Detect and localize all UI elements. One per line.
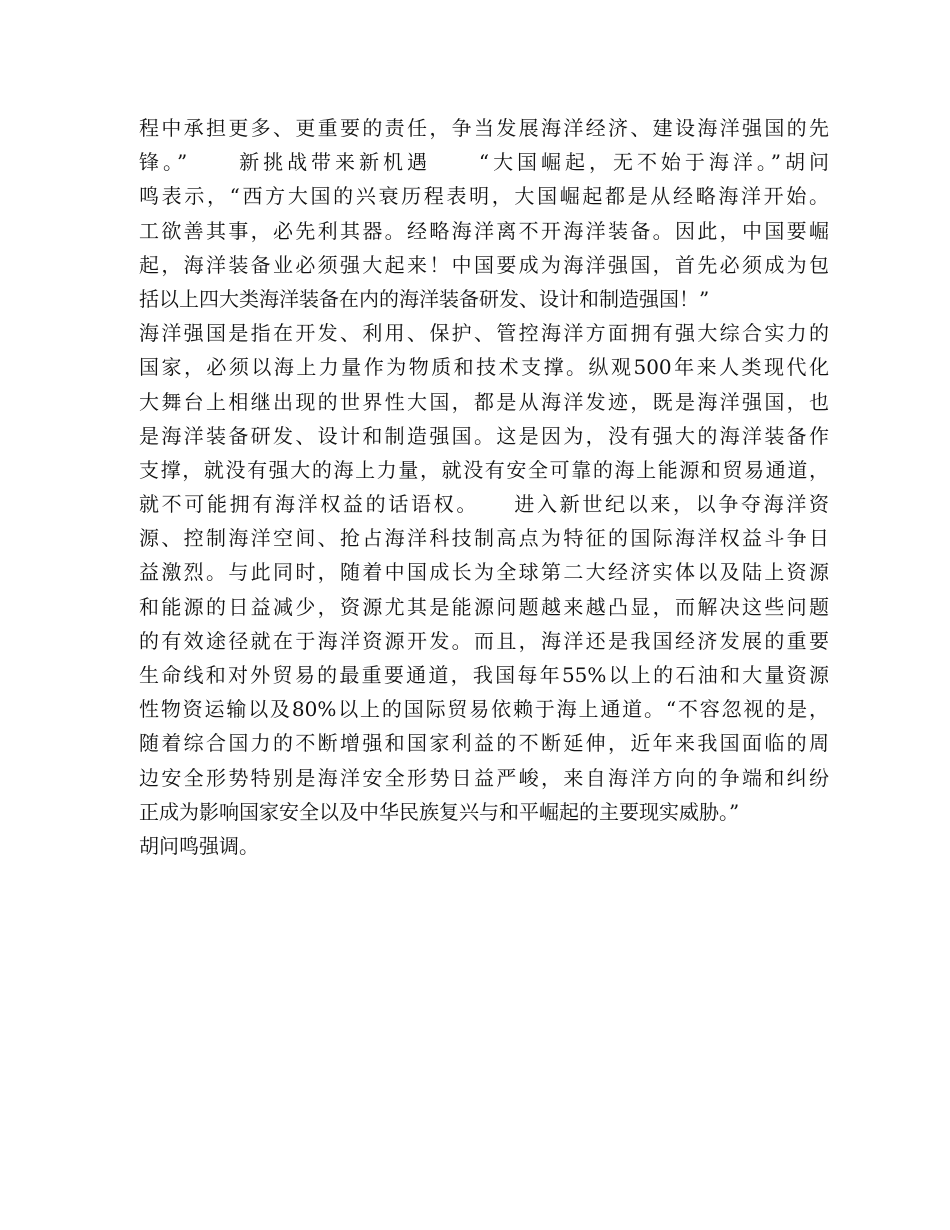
text-line: 源、控制海洋空间、抢占海洋科技制高点为特征的国际海洋权益斗争日 — [139, 526, 829, 551]
text-line: 括以上四大类海洋装备在内的海洋装备研发、设计和制造强国！” — [139, 286, 710, 311]
text-line: 胡问鸣强调。 — [139, 833, 259, 858]
text-line: 锋。” 新挑战带来新机遇 “大国崛起，无不始于海洋。”胡问 — [139, 150, 829, 175]
text-line: 程中承担更多、更重要的责任，争当发展海洋经济、建设海洋强国的先 — [139, 116, 829, 140]
text-line: 国家，必须以海上力量作为物质和技术支撑。纵观500年来人类现代化 — [139, 355, 829, 380]
text-line: 性物资运输以及80%以上的国际贸易依赖于海上通道。“不容忽视的是， — [139, 697, 829, 722]
text-line: 生命线和对外贸易的最重要通道，我国每年55%以上的石油和大量资源 — [139, 663, 829, 687]
text-line: 随着综合国力的不断增强和国家利益的不断延伸，近年来我国面临的周 — [139, 731, 829, 756]
text-line: 边安全形势特别是海洋安全形势日益严峻，来自海洋方向的争端和纠纷 — [139, 765, 829, 790]
article-body — [139, 111, 829, 863]
text-line: 起，海洋装备业必须强大起来！中国要成为海洋强国，首先必须成为包 — [139, 252, 829, 277]
text-line: 是海洋装备研发、设计和制造强国。这是因为，没有强大的海洋装备作 — [139, 423, 829, 448]
text-line: 支撑，就没有强大的海上力量，就没有安全可靠的海上能源和贸易通道， — [139, 457, 829, 482]
text-line: 和能源的日益减少，资源尤其是能源问题越来越凸显，而解决这些问题 — [139, 594, 829, 619]
text-line: 海洋强国是指在开发、利用、保护、管控海洋方面拥有强大综合实力的 — [139, 321, 829, 346]
text-line: 大舞台上相继出现的世界性大国，都是从海洋发迹，既是海洋强国，也 — [139, 389, 829, 414]
text-line: 益激烈。与此同时，随着中国成长为全球第二大经济实体以及陆上资源 — [139, 560, 829, 585]
text-line: 工欲善其事，必先利其器。经略海洋离不开海洋装备。因此，中国要崛 — [139, 218, 829, 243]
text-line: 就不可能拥有海洋权益的话语权。 进入新世纪以来，以争夺海洋资 — [139, 492, 829, 517]
text-line: 的有效途径就在于海洋资源开发。而且，海洋还是我国经济发展的重要 — [139, 628, 829, 653]
text-line: 鸣表示，“西方大国的兴衰历程表明，大国崛起都是从经略海洋开始。 — [139, 184, 829, 209]
text-line: 正成为影响国家安全以及中华民族复兴与和平崛起的主要现实威胁。” — [139, 799, 740, 824]
